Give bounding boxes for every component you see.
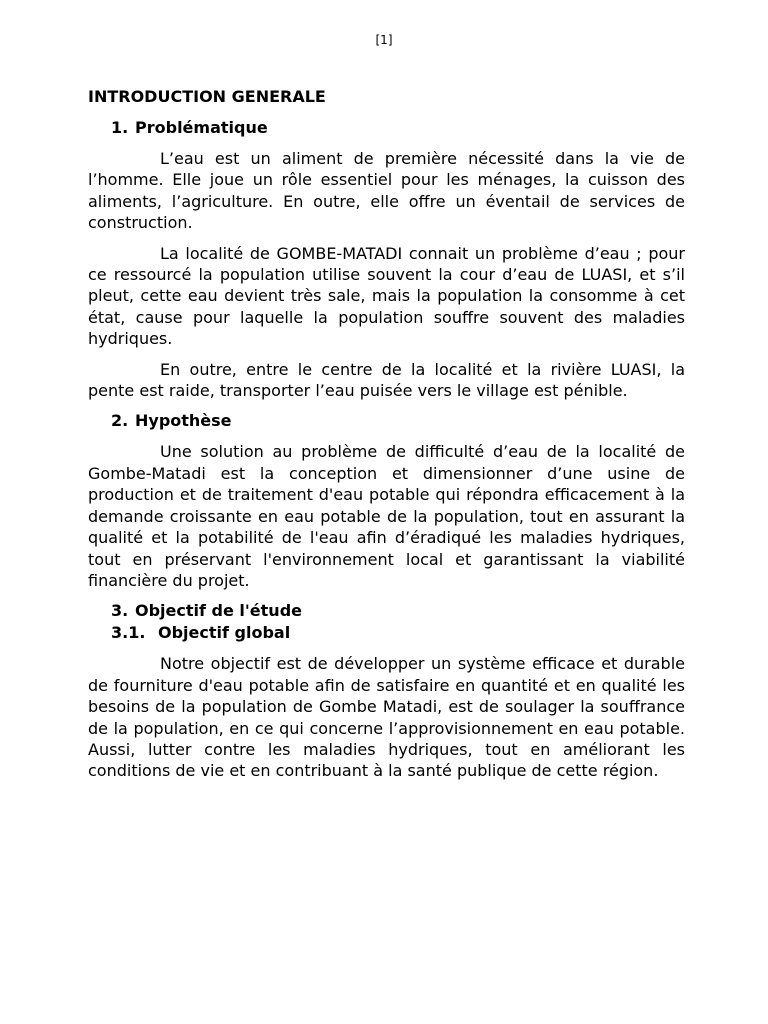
paragraph: L’eau est un aliment de première nécessité dans la vie de l’homme. Elle joue un rôle essentiel pour les ménages, la cuisson des aliments, l’agriculture. En outre, elle offre un éventail de services de construction.	[88, 149, 685, 233]
page-number: [1]	[375, 33, 393, 47]
document-title: INTRODUCTION GENERALE	[88, 87, 326, 106]
section-title: Hypothèse	[135, 411, 232, 431]
section-heading-hypothese	[111, 410, 685, 432]
section-number: 3.	[111, 601, 129, 621]
paragraph: Une solution au problème de difficulté d’eau de la localité de Gombe-Matadi est la conception et dimensionner d’une usine de production et de traitement d'eau potable qui répondra efficacement à la demande croissante en eau potable de la population, tout en assurant la qualité et la potabilité de l'eau afin d’éradiqué les maladies hydriques, tout en préservant l'environnement local et garantissant la viabilité financière du projet.	[88, 442, 685, 590]
section-heading-objectif	[111, 600, 685, 622]
section-title: Problématique	[135, 118, 268, 137]
subsection-number: 3.1.	[111, 623, 146, 643]
document-body	[88, 86, 685, 791]
section-number: 1.	[111, 118, 129, 137]
paragraph: La localité de GOMBE-MATADI connait un problème d’eau ; pour ce ressourcé la population utilise souvent la cour d’eau de LUASI, et s’il pleut, cette eau devient très sale, mais la population la consomme à cet état, cause pour laquelle la population souffre souvent des maladies hydriques.	[88, 243, 685, 349]
paragraph: En outre, entre le centre de la localité et la rivière LUASI, la pente est raide, transporter l’eau puisée vers le village est pénible.	[88, 359, 685, 401]
subsection-title: Objectif global	[158, 623, 291, 643]
section-number: 2.	[111, 411, 129, 431]
section-heading-problematique	[111, 117, 685, 139]
section-title: Objectif de l'étude	[135, 601, 302, 621]
subsection-heading-objectif-global	[111, 622, 685, 644]
paragraph: Notre objectif est de développer un système efficace et durable de fourniture d'eau potable afin de satisfaire en quantité et en qualité les besoins de la population de Gombe Matadi, est de soulager la souffrance de la population, en ce qui concerne l’approvisionnement en eau potable. Aussi, lutter contre les maladies hydriques, tout en améliorant les conditions de vie et en contribuant à la santé publique de cette région.	[88, 654, 685, 781]
